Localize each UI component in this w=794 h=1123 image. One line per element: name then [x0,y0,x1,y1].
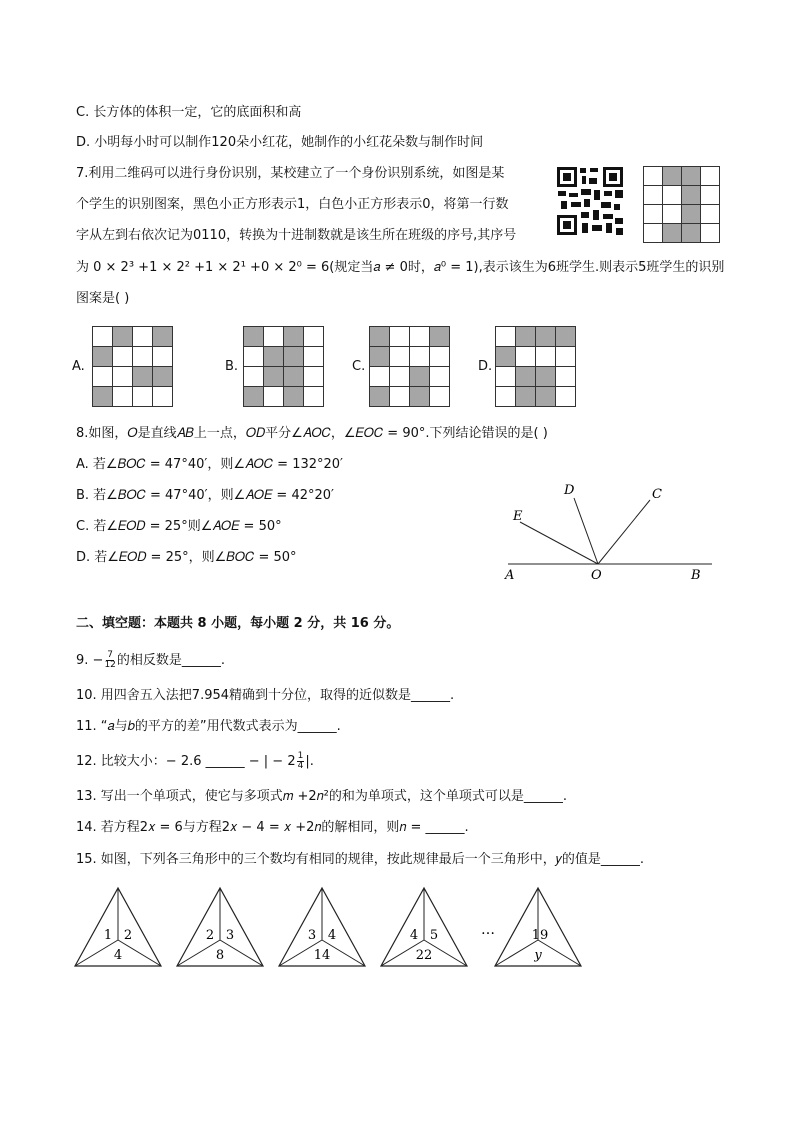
q8-option-a: A. 若∠𝐵𝑂𝐶 = 47°40′，则∠𝐴𝑂𝐶 = 132°20′ [76,457,344,472]
option-c-grid [369,326,450,407]
q11-line: 11. “𝑎与𝑏的平方的差”用代数式表示为______. [76,719,341,734]
option-3-grid-cell-r0-c2 [536,327,556,347]
option-3-grid-cell-r0-c3 [556,327,576,347]
option-1-grid-cell-r0-c0 [244,327,264,347]
option-2-grid-cell-r2-c3 [430,367,450,387]
option-0-grid-cell-r2-c0 [93,367,113,387]
option-0-grid-cell-r0-c2 [133,327,153,347]
q9-fraction [104,651,115,670]
option-1-grid-cell-r2-c1 [264,367,284,387]
triangle-2 [177,888,263,966]
option-3-grid-cell-r1-c1 [516,347,536,367]
option-2-grid-cell-r3-c3 [430,387,450,407]
q12-line [76,752,314,771]
q7-grid-cell-r0-c0 [644,167,663,186]
triangle-right-number: 2 [123,928,133,943]
label-c: C [652,487,662,502]
option-0-grid-cell-r3-c3 [153,387,173,407]
option-0-grid-cell-r1-c1 [113,347,133,367]
triangle-right-number: 4 [327,928,337,943]
option-2-grid-cell-r0-c2 [410,327,430,347]
option-1-grid-cell-r2-c2 [284,367,304,387]
q10-line: 10. 用四舍五入法把7.954精确到十分位，取得的近似数是______. [76,688,455,703]
option-a-label: A. [72,359,85,374]
q7-grid-cell-r2-c2 [682,205,701,224]
q8-option-c: C. 若∠𝐸𝑂𝐷 = 25°则∠𝐴𝑂𝐸 = 50° [76,519,282,534]
q7-line-2: 个学生的识别图案，黑色小正方形表示1，白色小正方形表示0，将第一行数 [76,197,509,212]
triangle-bottom-number: 22 [415,948,433,963]
q7-grid-cell-r3-c0 [644,224,663,243]
option-0-grid-cell-r1-c0 [93,347,113,367]
option-0-grid-cell-r3-c1 [113,387,133,407]
triangle-4 [381,888,467,966]
option-0-grid-cell-r2-c3 [153,367,173,387]
q9-line [76,651,225,670]
triangle-bottom-number: 4 [113,948,123,963]
q12-fraction [297,752,305,771]
ray-od [574,498,598,564]
option-3-grid-cell-r3-c0 [496,387,516,407]
label-b: B [691,568,701,583]
q8-option-b: B. 若∠𝐵𝑂𝐶 = 47°40′，则∠𝐴𝑂𝐸 = 42°20′ [76,488,334,503]
option-b-label: B. [225,359,239,374]
triangle-divider [538,940,581,966]
triangle-divider [177,940,220,966]
option-d-label: D. [478,359,493,374]
q7-example-grid [643,166,721,244]
option-1-grid-cell-r1-c2 [284,347,304,367]
q7-grid-cell-r0-c3 [701,167,720,186]
triangle-right-number: 19 [531,928,549,943]
option-2-grid-cell-r2-c2 [410,367,430,387]
qr-code-image [556,166,624,236]
q7-line-5: 图案是( ) [76,291,130,306]
option-1-grid-cell-r1-c3 [304,347,324,367]
option-3-grid-cell-r3-c1 [516,387,536,407]
option-0-grid-cell-r1-c3 [153,347,173,367]
q7-line-3: 字从左到右依次记为0110，转换为十进制数就是该生所在班级的序号,其序号 [76,228,517,243]
option-3-grid-cell-r1-c2 [536,347,556,367]
option-1-grid-cell-r1-c0 [244,347,264,367]
option-2-grid-cell-r1-c1 [390,347,410,367]
q15-line: 15. 如图，下列各三角形中的三个数均有相同的规律，按此规律最后一个三角形中，𝑦的值是______. [76,852,645,867]
q9-prefix: 9. − [76,652,104,668]
option-b-grid [243,326,324,407]
option-d-line: D. 小明每小时可以制作120朵小红花，她制作的小红花朵数与制作时间 [76,135,484,150]
section-2-heading: 二、填空题：本题共 8 小题，每小题 2 分，共 16 分。 [76,616,400,631]
triangle-divider [220,940,263,966]
option-1-grid-cell-r3-c1 [264,387,284,407]
triangle-pattern-figure [70,884,690,974]
triangle-right-number: 3 [225,928,235,943]
q9-numerator: 7 [107,650,114,660]
triangle-right-number: 5 [429,928,439,943]
option-c-line: C. 长方体的体积一定，它的底面积和高 [76,105,302,120]
option-3-grid-cell-r0-c0 [496,327,516,347]
q12-numerator: 1 [297,751,304,761]
ellipsis-dots: … [481,922,495,938]
option-0-grid-cell-r0-c1 [113,327,133,347]
option-2-grid-cell-r2-c1 [390,367,410,387]
triangle-5 [495,888,581,966]
triangle-3 [279,888,365,966]
ray-oe [520,522,598,564]
option-d-grid [495,326,576,407]
q7-grid-cell-r0-c2 [682,167,701,186]
option-1-grid-cell-r1-c1 [264,347,284,367]
option-2-grid-cell-r1-c0 [370,347,390,367]
q9-suffix: 的相反数是______. [116,652,226,668]
triangle-bottom-number: 14 [313,948,331,963]
option-2-grid-cell-r2-c0 [370,367,390,387]
label-d: D [564,483,575,498]
q7-grid-cell-r1-c2 [682,186,701,205]
triangle-left-number: 4 [409,928,419,943]
option-1-grid-cell-r0-c1 [264,327,284,347]
triangle-bottom-number: 8 [215,948,225,963]
option-3-grid-cell-r3-c2 [536,387,556,407]
option-0-grid-cell-r3-c2 [133,387,153,407]
q13-line: 13. 写出一个单项式，使它与多项式𝑚 +2𝑛²的和为单项式，这个单项式可以是______. [76,789,567,804]
option-1-grid-cell-r3-c2 [284,387,304,407]
option-3-grid-cell-r1-c0 [496,347,516,367]
triangle-left-number: 2 [205,928,215,943]
option-3-grid-cell-r2-c3 [556,367,576,387]
option-1-grid-cell-r3-c0 [244,387,264,407]
q7-grid-cell-r3-c3 [701,224,720,243]
option-c-label: C. [352,359,366,374]
option-3-grid-cell-r2-c0 [496,367,516,387]
option-1-grid-cell-r0-c2 [284,327,304,347]
triangle-left-number: 1 [103,928,113,943]
option-2-grid-cell-r1-c2 [410,347,430,367]
q7-grid-cell-r2-c3 [701,205,720,224]
option-1-grid-cell-r0-c3 [304,327,324,347]
q7-grid-cell-r1-c1 [663,186,682,205]
triangle-bottom-number: y [534,948,542,963]
q8-stem: 8.如图，𝑂是直线𝐴𝐵上一点，𝑂𝐷平分∠𝐴𝑂𝐶，∠𝐸𝑂𝐶 = 90°.下列结论错误的是( ) [76,426,548,441]
option-0-grid-cell-r2-c2 [133,367,153,387]
option-a-grid [92,326,173,407]
q14-line: 14. 若方程2𝑥 = 6与方程2𝑥 − 4 = 𝑥 +2𝑛的解相同，则𝑛 = ______. [76,820,469,835]
q9-denominator: 12 [104,660,116,670]
option-0-grid-cell-r0-c0 [93,327,113,347]
q12-denominator: 4 [297,761,304,771]
q7-line-4: 为 0 × 2³ +1 × 2² +1 × 2¹ +0 × 2⁰ = 6(规定当𝑎 ≠ 0时，𝑎⁰ = 1),表示该生为6班学生.则表示5班学生的识别 [76,260,725,275]
label-e: E [513,509,523,524]
option-2-grid-cell-r1-c3 [430,347,450,367]
option-2-grid-cell-r3-c2 [410,387,430,407]
option-1-grid-cell-r2-c3 [304,367,324,387]
q7-grid-cell-r2-c0 [644,205,663,224]
option-3-grid-cell-r2-c1 [516,367,536,387]
label-o: O [591,568,602,583]
option-0-grid-cell-r2-c1 [113,367,133,387]
option-1-grid-cell-r2-c0 [244,367,264,387]
q7-grid-cell-r0-c1 [663,167,682,186]
q7-grid-cell-r3-c2 [682,224,701,243]
triangle-divider [495,940,538,966]
option-0-grid-cell-r0-c3 [153,327,173,347]
q12-prefix: 12. 比较大小：− 2.6 ______ − | − 2 [76,753,296,769]
option-1-grid-cell-r3-c3 [304,387,324,407]
triangle-left-number: 3 [307,928,317,943]
label-a: A [505,568,515,583]
option-0-grid-cell-r1-c2 [133,347,153,367]
angle-figure [500,478,720,586]
option-2-grid-cell-r0-c3 [430,327,450,347]
option-3-grid-cell-r2-c2 [536,367,556,387]
option-3-grid-cell-r1-c3 [556,347,576,367]
option-2-grid-cell-r0-c0 [370,327,390,347]
q8-option-d: D. 若∠𝐸𝑂𝐷 = 25°，则∠𝐵𝑂𝐶 = 50° [76,550,297,565]
option-2-grid-cell-r0-c1 [390,327,410,347]
ray-oc [598,500,650,564]
q7-grid-cell-r3-c1 [663,224,682,243]
q12-suffix: |. [305,753,314,769]
q7-grid-cell-r2-c1 [663,205,682,224]
q7-grid-cell-r1-c0 [644,186,663,205]
triangle-divider [75,940,118,966]
option-3-grid-cell-r0-c1 [516,327,536,347]
option-2-grid-cell-r3-c0 [370,387,390,407]
triangle-1 [75,888,161,966]
q7-line-1: 7.利用二维码可以进行身份识别，某校建立了一个身份识别系统，如图是某 [76,166,505,181]
q7-grid-cell-r1-c3 [701,186,720,205]
triangle-divider [118,940,161,966]
option-3-grid-cell-r3-c3 [556,387,576,407]
option-0-grid-cell-r3-c0 [93,387,113,407]
option-2-grid-cell-r3-c1 [390,387,410,407]
